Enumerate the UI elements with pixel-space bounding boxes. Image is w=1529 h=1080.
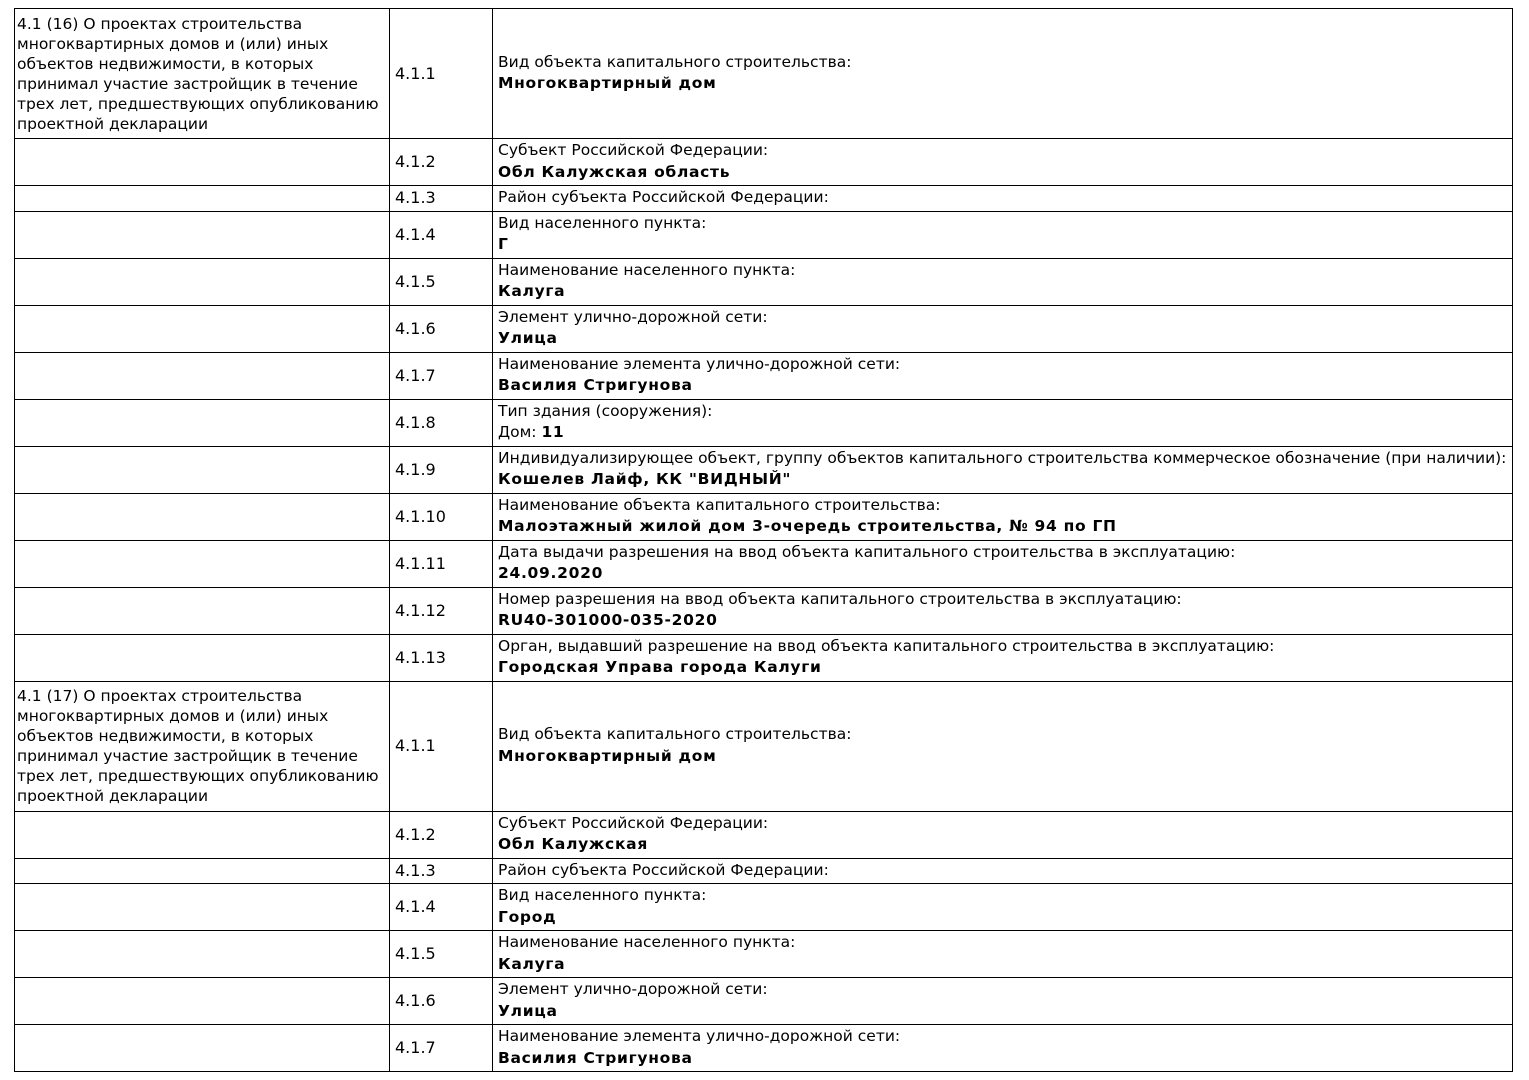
table-row: [15, 493, 1513, 540]
row-content-cell: [493, 305, 1513, 352]
table-row: [15, 399, 1513, 446]
field-value-line: [498, 375, 1508, 397]
row-content-cell: [493, 858, 1513, 884]
section-description-cell: [15, 9, 390, 139]
table-row: [15, 1025, 1513, 1072]
section-description-empty-cell: [15, 352, 390, 399]
field-value: Многоквартирный дом: [498, 746, 717, 765]
field-value: Улица: [498, 329, 558, 347]
table-row: [15, 305, 1513, 352]
table-row: [15, 186, 1513, 212]
field-value: 24.09.2020: [498, 564, 604, 582]
field-value: Малоэтажный жилой дом 3-очередь строительства, № 94 по ГП: [498, 517, 1117, 535]
section-description-empty-cell: [15, 540, 390, 587]
row-content-cell: [493, 399, 1513, 446]
field-label: Наименование объекта капитального строительства:: [498, 495, 941, 514]
section-description-empty-cell: [15, 811, 390, 858]
field-value: Калуга: [498, 954, 566, 973]
row-content-cell: [493, 811, 1513, 858]
table-row: [15, 978, 1513, 1025]
field-value-line: [498, 1001, 1508, 1023]
row-content-cell: [493, 978, 1513, 1025]
field-label: Тип здания (сооружения):: [498, 401, 713, 420]
field-value-line: [498, 162, 1508, 184]
field-label: Субъект Российской Федерации:: [498, 141, 769, 159]
table-row: [15, 587, 1513, 634]
field-label: Наименование элемента улично-дорожной сети:: [498, 354, 901, 373]
section-description-empty-cell: [15, 884, 390, 931]
field-label: Наименование населенного пункта:: [498, 260, 796, 279]
field-label: Наименование элемента улично-дорожной сети:: [498, 1027, 901, 1045]
table-row: [15, 884, 1513, 931]
field-value: Г: [498, 235, 509, 253]
row-content-cell: [493, 587, 1513, 634]
section-description-empty-cell: [15, 399, 390, 446]
table-row: [15, 352, 1513, 399]
section-description-empty-cell: [15, 305, 390, 352]
field-value-line: [498, 563, 1508, 585]
field-label: Номер разрешения на ввод объекта капитального строительства в эксплуатацию:: [498, 589, 1182, 608]
field-value-line: [498, 907, 1508, 929]
project-declaration-table: [14, 8, 1513, 1072]
row-content-cell: [493, 352, 1513, 399]
field-value: 11: [541, 423, 565, 441]
field-label: Вид населенного пункта:: [498, 213, 707, 232]
section-description-empty-cell: [15, 634, 390, 681]
field-label: Вид объекта капитального строительства:: [498, 52, 852, 71]
row-number-cell: 4.1.2: [390, 139, 493, 186]
row-number-cell: 4.1.5: [390, 931, 493, 978]
table-row: [15, 258, 1513, 305]
field-value-line: [498, 281, 1508, 303]
field-value: Кошелев Лайф, КК "ВИДНЫЙ": [498, 470, 792, 488]
row-number-cell: 4.1.13: [390, 634, 493, 681]
field-label: Вид объекта капитального строительства:: [498, 725, 852, 743]
row-number-cell: 4.1.6: [390, 305, 493, 352]
row-content-cell: [493, 211, 1513, 258]
row-content-cell: [493, 9, 1513, 139]
row-content-cell: [493, 493, 1513, 540]
row-number-cell: 4.1.10: [390, 493, 493, 540]
table-row: [15, 446, 1513, 493]
field-value-line: [498, 834, 1508, 856]
table-row: [15, 9, 1513, 139]
field-label: Наименование населенного пункта:: [498, 933, 796, 951]
row-number-cell: 4.1.5: [390, 258, 493, 305]
row-number-cell: 4.1.12: [390, 587, 493, 634]
row-content-cell: [493, 681, 1513, 811]
field-value-line: [498, 516, 1508, 538]
row-number-cell: 4.1.2: [390, 811, 493, 858]
declaration-table-body: [15, 9, 1513, 1072]
field-value: Многоквартирный дом: [498, 74, 717, 92]
row-content-cell: [493, 931, 1513, 978]
row-content-cell: [493, 634, 1513, 681]
row-content-cell: [493, 446, 1513, 493]
section-description-cell: [15, 681, 390, 811]
field-value: Обл Калужская: [498, 835, 648, 853]
field-value-line: [498, 657, 1508, 679]
table-row: [15, 211, 1513, 258]
section-description-empty-cell: [15, 186, 390, 212]
section-description-empty-cell: [15, 446, 390, 493]
field-value-line: [498, 1048, 1508, 1070]
section-description-empty-cell: [15, 139, 390, 186]
row-number-cell: 4.1.1: [390, 9, 493, 139]
row-number-cell: 4.1.3: [390, 186, 493, 212]
field-value: Город: [498, 907, 557, 926]
row-number-cell: 4.1.3: [390, 858, 493, 884]
field-value-line: [498, 422, 1508, 444]
field-value: Калуга: [498, 282, 566, 300]
field-label: Элемент улично-дорожной сети:: [498, 980, 768, 998]
row-number-cell: 4.1.7: [390, 352, 493, 399]
table-row: [15, 540, 1513, 587]
section-description-empty-cell: [15, 258, 390, 305]
section-description-empty-cell: [15, 493, 390, 540]
field-label: Район субъекта Российской Федерации:: [498, 860, 829, 879]
field-label: Элемент улично-дорожной сети:: [498, 307, 768, 326]
table-row: [15, 931, 1513, 978]
row-content-cell: [493, 884, 1513, 931]
section-description-empty-cell: [15, 858, 390, 884]
field-label: Орган, выдавший разрешение на ввод объекта капитального строительства в эксплуатацию:: [498, 636, 1275, 655]
field-label: Субъект Российской Федерации:: [498, 813, 769, 832]
field-label: Район субъекта Российской Федерации:: [498, 188, 829, 206]
field-label: Дата выдачи разрешения на ввод объекта капитального строительства в эксплуатацию:: [498, 542, 1236, 561]
field-value-line: [498, 234, 1508, 256]
row-number-cell: 4.1.11: [390, 540, 493, 587]
row-content-cell: [493, 540, 1513, 587]
field-value-line: [498, 328, 1508, 350]
section-description-empty-cell: [15, 931, 390, 978]
field-value: Улица: [498, 1001, 558, 1020]
row-content-cell: [493, 258, 1513, 305]
field-value-line: [498, 610, 1508, 632]
table-row: [15, 139, 1513, 186]
field-value: RU40-301000-035-2020: [498, 611, 718, 629]
field-value: Городская Управа города Калуги: [498, 658, 822, 676]
section-description-empty-cell: [15, 587, 390, 634]
field-value: Василия Стригунова: [498, 376, 693, 394]
row-content-cell: [493, 1025, 1513, 1072]
row-content-cell: [493, 186, 1513, 212]
row-content-cell: [493, 139, 1513, 186]
table-row: [15, 681, 1513, 811]
table-row: [15, 811, 1513, 858]
row-number-cell: 4.1.4: [390, 884, 493, 931]
field-value: Василия Стригунова: [498, 1048, 693, 1067]
row-number-cell: 4.1.1: [390, 681, 493, 811]
row-number-cell: 4.1.8: [390, 399, 493, 446]
section-description: 4.1 (17) О проектах строительства многоквартирных домов и (или) иных объектов недвижимости, в которых принимал участие застройщик в течение трех лет, предшествующих опубликованию проектной декларации: [17, 687, 379, 805]
field-value-line: [498, 954, 1508, 976]
field-value-line: [498, 746, 1508, 768]
row-number-cell: 4.1.6: [390, 978, 493, 1025]
row-number-cell: 4.1.7: [390, 1025, 493, 1072]
field-label: Индивидуализирующее объект, группу объектов капитального строительства коммерческое обозначение (при наличии):: [498, 448, 1507, 467]
section-description-empty-cell: [15, 211, 390, 258]
field-value-prefix: Дом:: [498, 423, 542, 441]
section-description-empty-cell: [15, 978, 390, 1025]
section-description: 4.1 (16) О проектах строительства многоквартирных домов и (или) иных объектов недвижимости, в которых принимал участие застройщик в течение трех лет, предшествующих опубликованию проектной декларации: [17, 14, 379, 133]
field-value-line: [498, 73, 1508, 95]
section-description-empty-cell: [15, 1025, 390, 1072]
field-label: Вид населенного пункта:: [498, 886, 707, 904]
field-value: Обл Калужская область: [498, 162, 731, 181]
row-number-cell: 4.1.9: [390, 446, 493, 493]
row-number-cell: 4.1.4: [390, 211, 493, 258]
field-value-line: [498, 469, 1508, 491]
table-row: [15, 858, 1513, 884]
table-row: [15, 634, 1513, 681]
